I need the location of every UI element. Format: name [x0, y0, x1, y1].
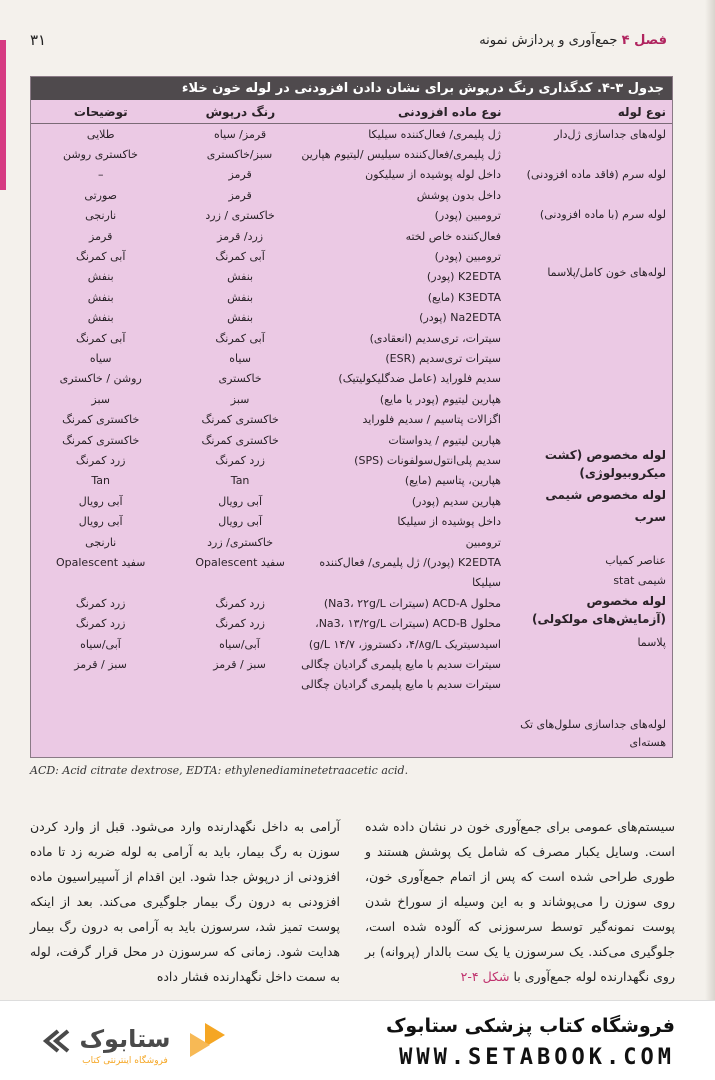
body-column-left: آرامی به داخل نگهدارنده وارد می‌شود. قبل از وارد کردن سوزن به رگ بیمار، باید به آرامی به لوله ضربه زد تا ماده افزودنی از درپوش جدا شود. این اقدام از آسپیراسیون ماده افزودنی به درون رگ بیمار جلوگیری می‌کند. بعد از اینکه پوست تمیز شد، سرسوزن باید به آرامی به درون رگ بیمار هدایت شود. زمانی که سرسوزن در محل قرار گرفت، لوله به سمت داخل نگهدارنده فشار داده [30, 819, 340, 984]
chapter-title: جمع‌آوری و پردازش نمونه [479, 32, 618, 48]
store-name: فروشگاه کتاب پزشکی ستابوک [385, 1015, 675, 1037]
cell-additive: هپارین، پتاسیم (مایع) [404, 474, 501, 488]
tube-type-label: لوله مخصوص (کشت میکروبیولوژی) [544, 448, 666, 480]
page-fold-shadow [705, 0, 715, 1000]
cell-additive: K2EDTA (پودر)/ ژل پلیمری/ فعال‌کننده [319, 555, 501, 569]
table-row [31, 410, 509, 430]
cell-notes: بنفش [87, 270, 114, 284]
table-row [31, 165, 509, 185]
cell-additive: ترومبین (پودر) [434, 209, 501, 223]
cell-additive: سدیم پلی‌انتول‌سولفونات (SPS) [354, 453, 501, 467]
tube-type-label: شیمی stat [613, 574, 666, 587]
tube-type-label: پلاسما [637, 636, 666, 649]
cell-notes: سبز / قرمز [74, 657, 127, 671]
cell-color: سبز / قرمز [213, 657, 266, 671]
tube-type-label: لوله مخصوص شیمی [545, 488, 666, 502]
cell-notes: طلایی [86, 127, 115, 141]
cell-notes: Tan [91, 474, 111, 488]
table-row [31, 634, 509, 654]
table-row [31, 593, 509, 613]
cell-color: آبی رویال [218, 494, 263, 508]
tube-type-label: لوله سرم (فاقد ماده افزودنی) [526, 168, 666, 181]
figure-reference: شکل ۴-۲ [460, 969, 510, 984]
table-row [31, 328, 509, 348]
cell-additive: سیترات تری‌سدیم (ESR) [385, 351, 501, 365]
cell-notes: خاکستری کمرنگ [62, 413, 140, 427]
tube-type-label: عناصر کمیاب [605, 554, 666, 567]
tube-type-label: لوله مخصوص (آزمایش‌های مولکولی) [531, 594, 666, 626]
cell-notes: سیاه [89, 351, 112, 365]
cell-color: سفید Opalescent [195, 555, 285, 569]
table-row [31, 614, 509, 634]
cell-notes: روشن / خاکستری [59, 372, 142, 386]
table-title: جدول ۳-۴. کدگذاری رنگ درپوش برای نشان دادن افزودنی در لوله خون خلاء [31, 77, 672, 100]
table-row [31, 308, 509, 328]
cell-additive: محلول ACD-B (سیترات Na3، ۱۳/۲g/L، [315, 617, 501, 631]
table-row [31, 654, 509, 674]
cell-additive: داخل لوله پوشیده از سیلیکون [365, 168, 501, 182]
table-row [31, 471, 509, 491]
cell-additive: ترومبین (پودر) [434, 249, 501, 263]
table-row [31, 246, 509, 266]
cell-notes: آبی کمرنگ [76, 249, 126, 263]
cell-notes: بنفش [87, 311, 114, 325]
cell-color: بنفش [227, 270, 254, 284]
cell-color: قرمز [228, 188, 252, 202]
cell-notes: صورتی [84, 188, 117, 202]
cell-additive: Na2EDTA (پودر) [419, 311, 501, 325]
table-row [31, 512, 509, 532]
cell-additive: داخل بدون پوشش [416, 188, 501, 202]
cell-color: آبی رویال [218, 515, 263, 529]
cell-color: خاکستری [218, 372, 262, 386]
table-row [31, 287, 509, 307]
cell-additive: اگزالات پتاسیم / سدیم فلوراید [362, 413, 501, 427]
store-banner [0, 1000, 715, 1080]
cell-notes: آبی رویال [78, 494, 123, 508]
cell-notes: قرمز [89, 229, 113, 243]
tube-type-label: لوله‌های خون کامل/پلاسما [547, 266, 666, 279]
cell-additive: هپارین لیتیوم / یدواستات [388, 433, 501, 447]
body-column-right [365, 814, 675, 989]
tube-type-label: لوله‌های جداسازی سلول‌های تک هسته‌ای [520, 718, 666, 749]
cell-color: قرمز [228, 168, 252, 182]
cell-additive: محلول ACD-A (سیترات Na3، ۲۲g/L) [323, 596, 501, 610]
logo-subtitle: فروشگاه اینترنتی کتاب [82, 1056, 168, 1066]
tube-type-label: سرب [634, 510, 666, 524]
cell-additive: سدیم فلوراید (عامل ضدگلیکولیتیک) [338, 372, 501, 386]
tube-type-label: لوله سرم (با ماده افزودنی) [539, 208, 666, 221]
cell-notes: نارنجی [85, 209, 117, 223]
tube-type-label: لوله‌های جداسازی ژل‌دار [554, 128, 666, 141]
cell-additive: داخل پوشیده از سیلیکا [397, 515, 501, 529]
cell-color: خاکستری/ زرد [207, 535, 274, 549]
cell-color: زرد/ قرمز [217, 229, 264, 243]
table-row [31, 124, 509, 144]
cell-notes: زرد کمرنگ [75, 453, 126, 467]
cell-color: بنفش [227, 290, 254, 304]
table-row [31, 532, 509, 552]
cell-additive: سیلیکا [472, 576, 501, 590]
cell-color: سیاه [229, 351, 251, 365]
cell-additive: K3EDTA (مایع) [427, 290, 501, 304]
cell-additive: هپارین سدیم (پودر) [411, 494, 501, 508]
cell-additive: ترومبین [465, 535, 501, 549]
chevron-logo-icon [190, 1023, 225, 1057]
table-row [31, 348, 509, 368]
page-number: ۳۱ [30, 31, 47, 49]
cell-additive: سیترات سدیم با مایع پلیمری گرادیان چگالی [301, 657, 501, 671]
cell-additive: اسیدسیتریک ۴/۸g/L، دکستروز، ۱۴/۷ g/L) [308, 637, 501, 651]
cell-additive: سیترات، تری‌سدیم (انعقادی) [369, 331, 501, 345]
table-row [31, 226, 509, 246]
cell-notes: زرد کمرنگ [75, 617, 126, 631]
cell-color: خاکستری کمرنگ [201, 433, 279, 447]
cell-notes: سبز [91, 392, 110, 406]
store-url[interactable]: WWW.SETABOOK.COM [399, 1045, 675, 1070]
cell-notes: – [97, 168, 104, 182]
table-row [31, 675, 509, 695]
logo-text: ستابوک [79, 1025, 171, 1053]
chapter-heading [479, 33, 667, 48]
header-notes: توضیحات [73, 104, 128, 119]
header-cap-color: رنگ درپوش [205, 104, 276, 119]
table-row [31, 185, 509, 205]
table-row [31, 430, 509, 450]
table-row [31, 450, 509, 470]
body-right-text: سیستم‌های عمومی برای جمع‌آوری خون در نشان داده شده است. وسایل یکبار مصرف که شامل یک پوشش هستند و طوری طراحی شده است که پس از اتمام جمع‌آوری خون، روی سوزن را می‌پوشاند و به این وسیله از سوراخ شدن پوست نمونه‌گیر توسط سرسوزنی که آلوده شده است، جلوگیری می‌کند. یک سرسوزن یا یک ست بالدار (پروانه) بر روی نگهدارنده لوله جمع‌آوری با [365, 819, 675, 984]
double-chevron-icon [46, 1031, 68, 1051]
cell-color: زرد کمرنگ [215, 617, 265, 631]
cell-additive: سیترات سدیم با مایع پلیمری گرادیان چگالی [301, 678, 501, 692]
cell-color: آبی کمرنگ [215, 331, 265, 345]
cell-color: زرد کمرنگ [215, 453, 265, 467]
table-header-row [31, 100, 672, 124]
table-row [31, 267, 509, 287]
cell-color: سبز/خاکستری [206, 147, 273, 161]
cell-notes: نارنجی [85, 535, 117, 549]
cell-notes: خاکستری کمرنگ [62, 433, 140, 447]
table-row [31, 206, 509, 226]
cell-color: آبی کمرنگ [215, 249, 265, 263]
table-row [31, 552, 509, 572]
table-row [31, 144, 509, 164]
table-footnote: ACD: Acid citrate dextrose, EDTA: ethylenediaminetetraacetic acid. [30, 764, 409, 777]
cell-color: Tan [230, 474, 250, 488]
cell-notes: سفید Opalescent [55, 555, 146, 569]
header-tube-type: نوع لوله [617, 104, 666, 119]
cell-color: آبی/سیاه [219, 637, 260, 651]
setabook-logo [30, 1015, 230, 1069]
cell-color: زرد کمرنگ [215, 596, 265, 610]
chapter-side-tab [0, 40, 6, 190]
cell-color: قرمز/ سیاه [214, 127, 267, 141]
table-row [31, 369, 509, 389]
cell-additive: ژل پلیمری/ فعال‌کننده سیلیکا [368, 127, 501, 141]
cell-notes: خاکستری روشن [63, 147, 138, 161]
cell-additive: فعال‌کننده خاص لخته [405, 229, 501, 243]
header-additive: نوع ماده افزودنی [398, 104, 502, 119]
chapter-label: فصل ۴ [621, 32, 667, 48]
cell-notes: بنفش [87, 290, 114, 304]
cell-additive: ژل پلیمری/فعال‌کننده سیلیس /لیتیوم هپارین [301, 147, 501, 161]
cell-additive: هپارین لیتیوم (پودر یا مایع) [379, 392, 501, 406]
cell-notes: آبی کمرنگ [76, 331, 126, 345]
table-row [31, 491, 509, 511]
cap-color-table [30, 76, 673, 758]
cell-notes: آبی رویال [78, 515, 123, 529]
cell-additive: K2EDTA (پودر) [426, 270, 501, 284]
cell-notes: آبی/سیاه [80, 637, 121, 651]
cell-notes: زرد کمرنگ [75, 596, 126, 610]
cell-color: خاکستری / زرد [205, 209, 275, 223]
cell-color: خاکستری کمرنگ [201, 413, 279, 427]
running-header [30, 28, 667, 52]
table-row [31, 389, 509, 409]
cell-color: سبز [230, 392, 250, 406]
cell-color: بنفش [227, 311, 254, 325]
table-body [31, 124, 672, 757]
table-row [31, 573, 509, 593]
